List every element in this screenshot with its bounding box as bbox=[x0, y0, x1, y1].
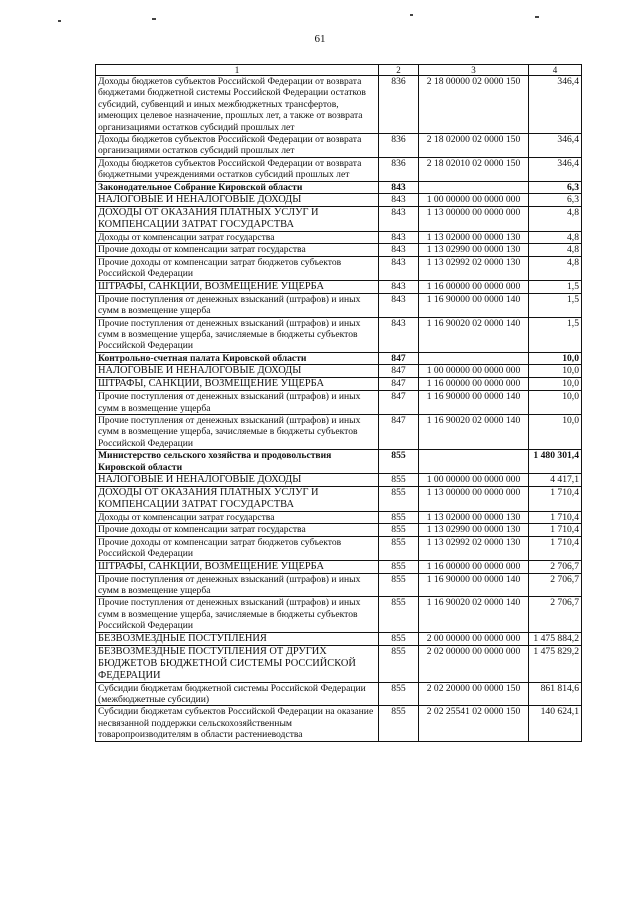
row-name-cell: Прочие поступления от денежных взысканий (штрафов) и иных сумм в возмещение ущерба bbox=[96, 391, 379, 415]
table-row bbox=[96, 597, 582, 632]
row-admin-code-cell: 843 bbox=[379, 207, 419, 232]
row-name-cell: Прочие доходы от компенсации затрат государства bbox=[96, 244, 379, 256]
row-amount-cell: 861 814,6 bbox=[529, 682, 582, 706]
row-budget-code-cell: 1 16 90000 00 0000 140 bbox=[419, 391, 529, 415]
row-budget-code-cell: 1 16 90020 02 0000 140 bbox=[419, 317, 529, 352]
row-admin-code-cell: 843 bbox=[379, 293, 419, 317]
row-budget-code-cell: 1 13 00000 00 0000 000 bbox=[419, 486, 529, 511]
revenue-table bbox=[95, 64, 582, 742]
row-amount-cell: 346,4 bbox=[529, 134, 582, 158]
table-row bbox=[96, 486, 582, 511]
row-amount-cell: 2 706,7 bbox=[529, 597, 582, 632]
row-name-cell: ШТРАФЫ, САНКЦИИ, ВОЗМЕЩЕНИЕ УЩЕРБА bbox=[96, 560, 379, 573]
row-admin-code-cell: 847 bbox=[379, 391, 419, 415]
row-amount-cell: 6,3 bbox=[529, 194, 582, 207]
row-admin-code-cell: 843 bbox=[379, 244, 419, 256]
row-budget-code-cell: 1 00 00000 00 0000 000 bbox=[419, 473, 529, 486]
row-budget-code-cell bbox=[419, 352, 529, 364]
row-budget-code-cell: 2 02 20000 00 0000 150 bbox=[419, 682, 529, 706]
row-budget-code-cell: 2 18 02010 02 0000 150 bbox=[419, 157, 529, 181]
row-budget-code-cell: 2 02 25541 02 0000 150 bbox=[419, 706, 529, 741]
row-budget-code-cell: 1 13 02000 00 0000 130 bbox=[419, 232, 529, 244]
row-name-cell: Прочие доходы от компенсации затрат бюджетов субъектов Российской Федерации bbox=[96, 536, 379, 560]
row-admin-code-cell: 836 bbox=[379, 134, 419, 158]
row-name-cell: Доходы бюджетов субъектов Российской Федерации от возврата организациями остатков субсидий прошлых лет bbox=[96, 134, 379, 158]
row-budget-code-cell: 2 02 00000 00 0000 000 bbox=[419, 645, 529, 682]
row-name-cell: НАЛОГОВЫЕ И НЕНАЛОГОВЫЕ ДОХОДЫ bbox=[96, 365, 379, 378]
row-budget-code-cell: 1 00 00000 00 0000 000 bbox=[419, 194, 529, 207]
row-name-cell: БЕЗВОЗМЕЗДНЫЕ ПОСТУПЛЕНИЯ bbox=[96, 632, 379, 645]
row-admin-code-cell: 836 bbox=[379, 157, 419, 181]
row-budget-code-cell: 1 16 00000 00 0000 000 bbox=[419, 560, 529, 573]
scan-speck bbox=[152, 18, 156, 20]
row-amount-cell: 6,3 bbox=[529, 181, 582, 193]
row-admin-code-cell: 855 bbox=[379, 632, 419, 645]
row-amount-cell: 2 706,7 bbox=[529, 560, 582, 573]
table-row bbox=[96, 134, 582, 158]
row-name-cell: Доходы бюджетов субъектов Российской Федерации от возврата бюджетными учреждениями остатков субсидий прошлых лет bbox=[96, 157, 379, 181]
row-amount-cell: 346,4 bbox=[529, 76, 582, 134]
row-name-cell: Прочие поступления от денежных взысканий (штрафов) и иных сумм в возмещение ущерба bbox=[96, 293, 379, 317]
table-row bbox=[96, 76, 582, 134]
row-amount-cell: 10,0 bbox=[529, 391, 582, 415]
column-header: 1 bbox=[96, 65, 379, 76]
row-name-cell: ДОХОДЫ ОТ ОКАЗАНИЯ ПЛАТНЫХ УСЛУГ И КОМПЕНСАЦИИ ЗАТРАТ ГОСУДАРСТВА bbox=[96, 486, 379, 511]
row-name-cell: ШТРАФЫ, САНКЦИИ, ВОЗМЕЩЕНИЕ УЩЕРБА bbox=[96, 378, 379, 391]
table-row bbox=[96, 391, 582, 415]
table-row bbox=[96, 157, 582, 181]
row-admin-code-cell: 855 bbox=[379, 473, 419, 486]
row-name-cell: ШТРАФЫ, САНКЦИИ, ВОЗМЕЩЕНИЕ УЩЕРБА bbox=[96, 280, 379, 293]
row-amount-cell: 140 624,1 bbox=[529, 706, 582, 741]
row-budget-code-cell: 1 13 02990 00 0000 130 bbox=[419, 244, 529, 256]
row-name-cell: Прочие поступления от денежных взысканий (штрафов) и иных сумм в возмещение ущерба, зачисляемые в бюджеты субъектов Российской Федерации bbox=[96, 317, 379, 352]
row-amount-cell: 1,5 bbox=[529, 293, 582, 317]
table-row bbox=[96, 232, 582, 244]
row-admin-code-cell: 855 bbox=[379, 573, 419, 597]
row-name-cell: Доходы бюджетов субъектов Российской Федерации от возврата бюджетами бюджетной системы Российской Федерации остатков субсидий, субвенций и иных межбюджетных трансфертов, имеющих целевое назначение, прошлых лет, а также от возврата организациями остатков субсидий прошлых лет bbox=[96, 76, 379, 134]
table-row bbox=[96, 194, 582, 207]
row-admin-code-cell: 843 bbox=[379, 194, 419, 207]
row-amount-cell: 1 475 884,2 bbox=[529, 632, 582, 645]
table-row bbox=[96, 365, 582, 378]
row-admin-code-cell: 855 bbox=[379, 450, 419, 474]
row-amount-cell: 1 475 829,2 bbox=[529, 645, 582, 682]
row-name-cell: ДОХОДЫ ОТ ОКАЗАНИЯ ПЛАТНЫХ УСЛУГ И КОМПЕНСАЦИИ ЗАТРАТ ГОСУДАРСТВА bbox=[96, 207, 379, 232]
row-admin-code-cell: 855 bbox=[379, 560, 419, 573]
row-budget-code-cell: 1 13 02992 02 0000 130 bbox=[419, 256, 529, 280]
row-amount-cell: 1 710,4 bbox=[529, 524, 582, 536]
row-admin-code-cell: 855 bbox=[379, 645, 419, 682]
row-budget-code-cell: 1 13 02990 00 0000 130 bbox=[419, 524, 529, 536]
row-name-cell: Субсидии бюджетам субъектов Российской Федерации на оказание несвязанной поддержки сельскохозяйственным товаропроизводителям в области растениеводства bbox=[96, 706, 379, 741]
row-amount-cell: 10,0 bbox=[529, 414, 582, 449]
row-admin-code-cell: 847 bbox=[379, 378, 419, 391]
row-name-cell: Прочие доходы от компенсации затрат бюджетов субъектов Российской Федерации bbox=[96, 256, 379, 280]
row-admin-code-cell: 855 bbox=[379, 682, 419, 706]
table-row bbox=[96, 473, 582, 486]
row-name-cell: НАЛОГОВЫЕ И НЕНАЛОГОВЫЕ ДОХОДЫ bbox=[96, 473, 379, 486]
table-row bbox=[96, 293, 582, 317]
row-admin-code-cell: 843 bbox=[379, 317, 419, 352]
table-row bbox=[96, 645, 582, 682]
row-name-cell: Доходы от компенсации затрат государства bbox=[96, 232, 379, 244]
table-row bbox=[96, 560, 582, 573]
row-budget-code-cell: 1 16 90000 00 0000 140 bbox=[419, 293, 529, 317]
table-row bbox=[96, 706, 582, 741]
row-budget-code-cell bbox=[419, 450, 529, 474]
row-name-cell: БЕЗВОЗМЕЗДНЫЕ ПОСТУПЛЕНИЯ ОТ ДРУГИХ БЮДЖЕТОВ БЮДЖЕТНОЙ СИСТЕМЫ РОССИЙСКОЙ ФЕДЕРАЦИИ bbox=[96, 645, 379, 682]
row-name-cell: Контрольно-счетная палата Кировской области bbox=[96, 352, 379, 364]
row-admin-code-cell: 855 bbox=[379, 524, 419, 536]
table-row bbox=[96, 181, 582, 193]
table-row bbox=[96, 632, 582, 645]
table-row bbox=[96, 244, 582, 256]
table-row bbox=[96, 450, 582, 474]
column-header: 2 bbox=[379, 65, 419, 76]
row-admin-code-cell: 855 bbox=[379, 706, 419, 741]
row-amount-cell: 10,0 bbox=[529, 378, 582, 391]
table-body bbox=[96, 76, 582, 742]
row-admin-code-cell: 847 bbox=[379, 352, 419, 364]
row-budget-code-cell: 1 16 90000 00 0000 140 bbox=[419, 573, 529, 597]
table-row bbox=[96, 573, 582, 597]
page-number: 61 bbox=[314, 33, 326, 45]
table-row bbox=[96, 352, 582, 364]
scan-speck bbox=[410, 14, 413, 16]
row-admin-code-cell: 843 bbox=[379, 280, 419, 293]
column-header: 4 bbox=[529, 65, 582, 76]
row-budget-code-cell: 2 18 02000 02 0000 150 bbox=[419, 134, 529, 158]
row-name-cell: Доходы от компенсации затрат государства bbox=[96, 511, 379, 523]
row-admin-code-cell: 855 bbox=[379, 511, 419, 523]
row-name-cell: Прочие поступления от денежных взысканий (штрафов) и иных сумм в возмещение ущерба, зачисляемые в бюджеты субъектов Российской Федерации bbox=[96, 597, 379, 632]
row-amount-cell: 4,8 bbox=[529, 256, 582, 280]
column-header: 3 bbox=[419, 65, 529, 76]
row-amount-cell: 4,8 bbox=[529, 207, 582, 232]
row-amount-cell: 4 417,1 bbox=[529, 473, 582, 486]
row-amount-cell: 1 710,4 bbox=[529, 511, 582, 523]
table-row bbox=[96, 207, 582, 232]
table-row bbox=[96, 682, 582, 706]
scan-speck bbox=[535, 16, 539, 18]
row-name-cell: Прочие поступления от денежных взысканий (штрафов) и иных сумм в возмещение ущерба, зачисляемые в бюджеты субъектов Российской Федерации bbox=[96, 414, 379, 449]
row-admin-code-cell: 855 bbox=[379, 597, 419, 632]
row-name-cell: Прочие поступления от денежных взысканий (штрафов) и иных сумм в возмещение ущерба bbox=[96, 573, 379, 597]
table-row bbox=[96, 536, 582, 560]
row-amount-cell: 346,4 bbox=[529, 157, 582, 181]
row-budget-code-cell: 1 00 00000 00 0000 000 bbox=[419, 365, 529, 378]
row-budget-code-cell: 2 18 00000 02 0000 150 bbox=[419, 76, 529, 134]
row-admin-code-cell: 836 bbox=[379, 76, 419, 134]
table-row bbox=[96, 256, 582, 280]
row-admin-code-cell: 843 bbox=[379, 232, 419, 244]
row-name-cell: Законодательное Собрание Кировской области bbox=[96, 181, 379, 193]
table-row bbox=[96, 414, 582, 449]
row-amount-cell: 10,0 bbox=[529, 352, 582, 364]
table-row bbox=[96, 511, 582, 523]
row-amount-cell: 2 706,7 bbox=[529, 573, 582, 597]
row-name-cell: Прочие доходы от компенсации затрат государства bbox=[96, 524, 379, 536]
row-admin-code-cell: 855 bbox=[379, 536, 419, 560]
row-amount-cell: 4,8 bbox=[529, 232, 582, 244]
row-amount-cell: 1,5 bbox=[529, 317, 582, 352]
row-amount-cell: 4,8 bbox=[529, 244, 582, 256]
row-name-cell: Министерство сельского хозяйства и продовольствия Кировской области bbox=[96, 450, 379, 474]
row-amount-cell: 1 480 301,4 bbox=[529, 450, 582, 474]
table-row bbox=[96, 317, 582, 352]
row-budget-code-cell bbox=[419, 181, 529, 193]
row-budget-code-cell: 1 16 00000 00 0000 000 bbox=[419, 280, 529, 293]
table-row bbox=[96, 378, 582, 391]
row-budget-code-cell: 1 13 00000 00 0000 000 bbox=[419, 207, 529, 232]
row-name-cell: Субсидии бюджетам бюджетной системы Российской Федерации (межбюджетные субсидии) bbox=[96, 682, 379, 706]
row-budget-code-cell: 1 16 90020 02 0000 140 bbox=[419, 414, 529, 449]
row-budget-code-cell: 1 16 00000 00 0000 000 bbox=[419, 378, 529, 391]
row-amount-cell: 1 710,4 bbox=[529, 486, 582, 511]
row-admin-code-cell: 847 bbox=[379, 365, 419, 378]
table-header-row bbox=[96, 65, 582, 76]
row-admin-code-cell: 855 bbox=[379, 486, 419, 511]
row-admin-code-cell: 843 bbox=[379, 256, 419, 280]
row-budget-code-cell: 1 16 90020 02 0000 140 bbox=[419, 597, 529, 632]
row-budget-code-cell: 1 13 02992 02 0000 130 bbox=[419, 536, 529, 560]
row-admin-code-cell: 847 bbox=[379, 414, 419, 449]
row-budget-code-cell: 2 00 00000 00 0000 000 bbox=[419, 632, 529, 645]
row-amount-cell: 10,0 bbox=[529, 365, 582, 378]
row-admin-code-cell: 843 bbox=[379, 181, 419, 193]
row-amount-cell: 1,5 bbox=[529, 280, 582, 293]
table-row bbox=[96, 524, 582, 536]
row-name-cell: НАЛОГОВЫЕ И НЕНАЛОГОВЫЕ ДОХОДЫ bbox=[96, 194, 379, 207]
table-row bbox=[96, 280, 582, 293]
scan-speck bbox=[58, 20, 61, 22]
row-budget-code-cell: 1 13 02000 00 0000 130 bbox=[419, 511, 529, 523]
row-amount-cell: 1 710,4 bbox=[529, 536, 582, 560]
